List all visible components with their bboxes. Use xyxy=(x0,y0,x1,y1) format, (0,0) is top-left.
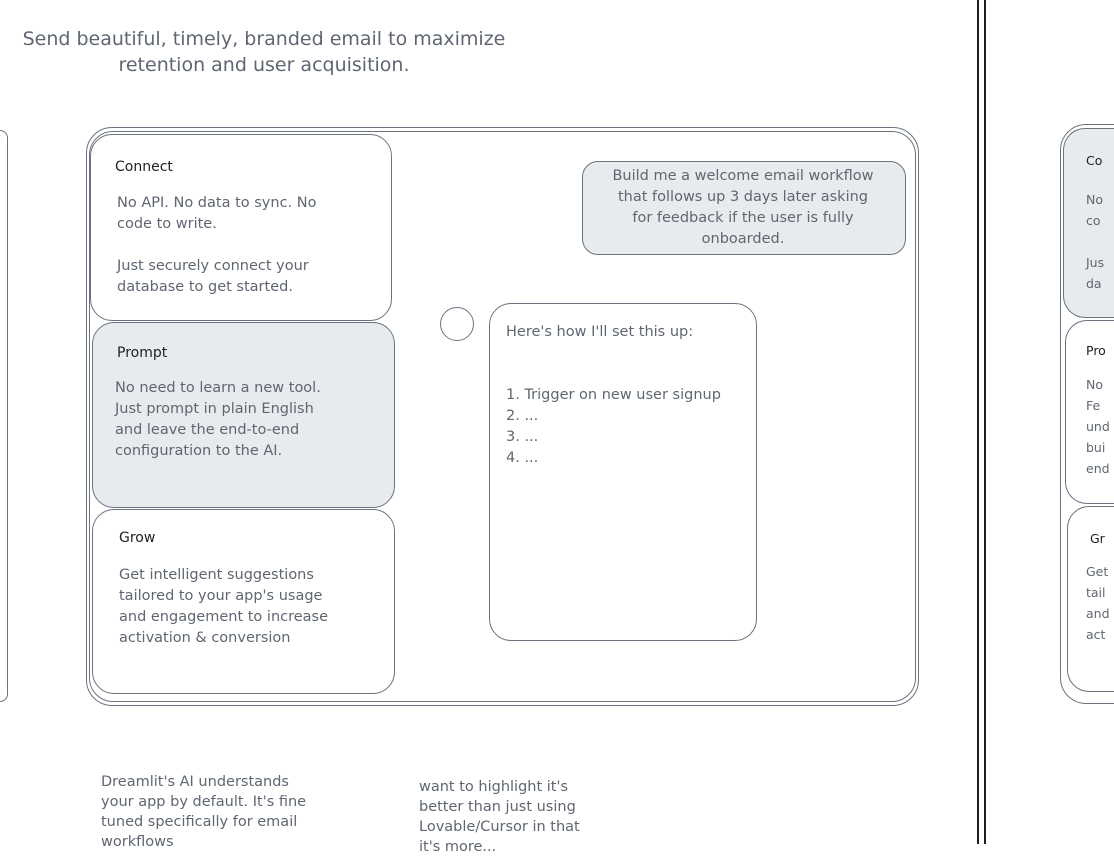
card-grow xyxy=(92,509,395,694)
card-title: Grow xyxy=(119,530,156,546)
frame-separator xyxy=(984,0,986,844)
user-prompt-text: Build me a welcome email workflow that follows up 3 days later asking for feedback if the user is fully onboarded. xyxy=(612,168,874,247)
card-body: Get intelligent suggestions tailored to your app's usage and engagement to increase activation & conversion xyxy=(119,567,329,646)
note-ai-understands: Dreamlit's AI understands your app by default. It's fine tuned specifically for email workflows xyxy=(101,774,307,850)
ai-response-box xyxy=(489,303,757,641)
card-body: No API. No data to sync. No code to write. Just securely connect your database to get started. xyxy=(117,195,317,295)
ai-response-intro: Here's how I'll set this up: xyxy=(506,324,694,340)
card-body: No need to learn a new tool. Just prompt in plain English and leave the end-to-end configuration to the AI. xyxy=(115,380,321,459)
frame-separator xyxy=(977,0,979,844)
ai-response-steps: 1. Trigger on new user signup 2. ... 3. ... 4. ... xyxy=(506,387,721,466)
card-body: No Fe und bui end xyxy=(1086,377,1110,476)
card-prompt xyxy=(92,322,395,508)
left-frame-edge xyxy=(0,130,8,702)
card-body: No co Jus da xyxy=(1086,192,1105,291)
note-highlight: want to highlight it's better than just using Lovable/Cursor in that it's more... xyxy=(419,779,580,855)
ai-avatar-circle xyxy=(440,307,474,341)
right-card-grow xyxy=(1067,506,1114,692)
right-card-prompt xyxy=(1065,320,1114,504)
card-connect xyxy=(90,134,392,321)
user-prompt-bubble xyxy=(582,161,906,255)
card-title: Prompt xyxy=(117,345,168,361)
tagline: Send beautiful, timely, branded email to maximize retention and user acquisition. xyxy=(22,28,506,76)
card-title: Co xyxy=(1086,153,1103,168)
right-card-connect xyxy=(1063,128,1114,318)
card-title: Pro xyxy=(1086,343,1106,358)
card-title: Gr xyxy=(1090,531,1105,546)
card-body: Get tail and act xyxy=(1086,564,1110,642)
card-title: Connect xyxy=(115,159,173,175)
